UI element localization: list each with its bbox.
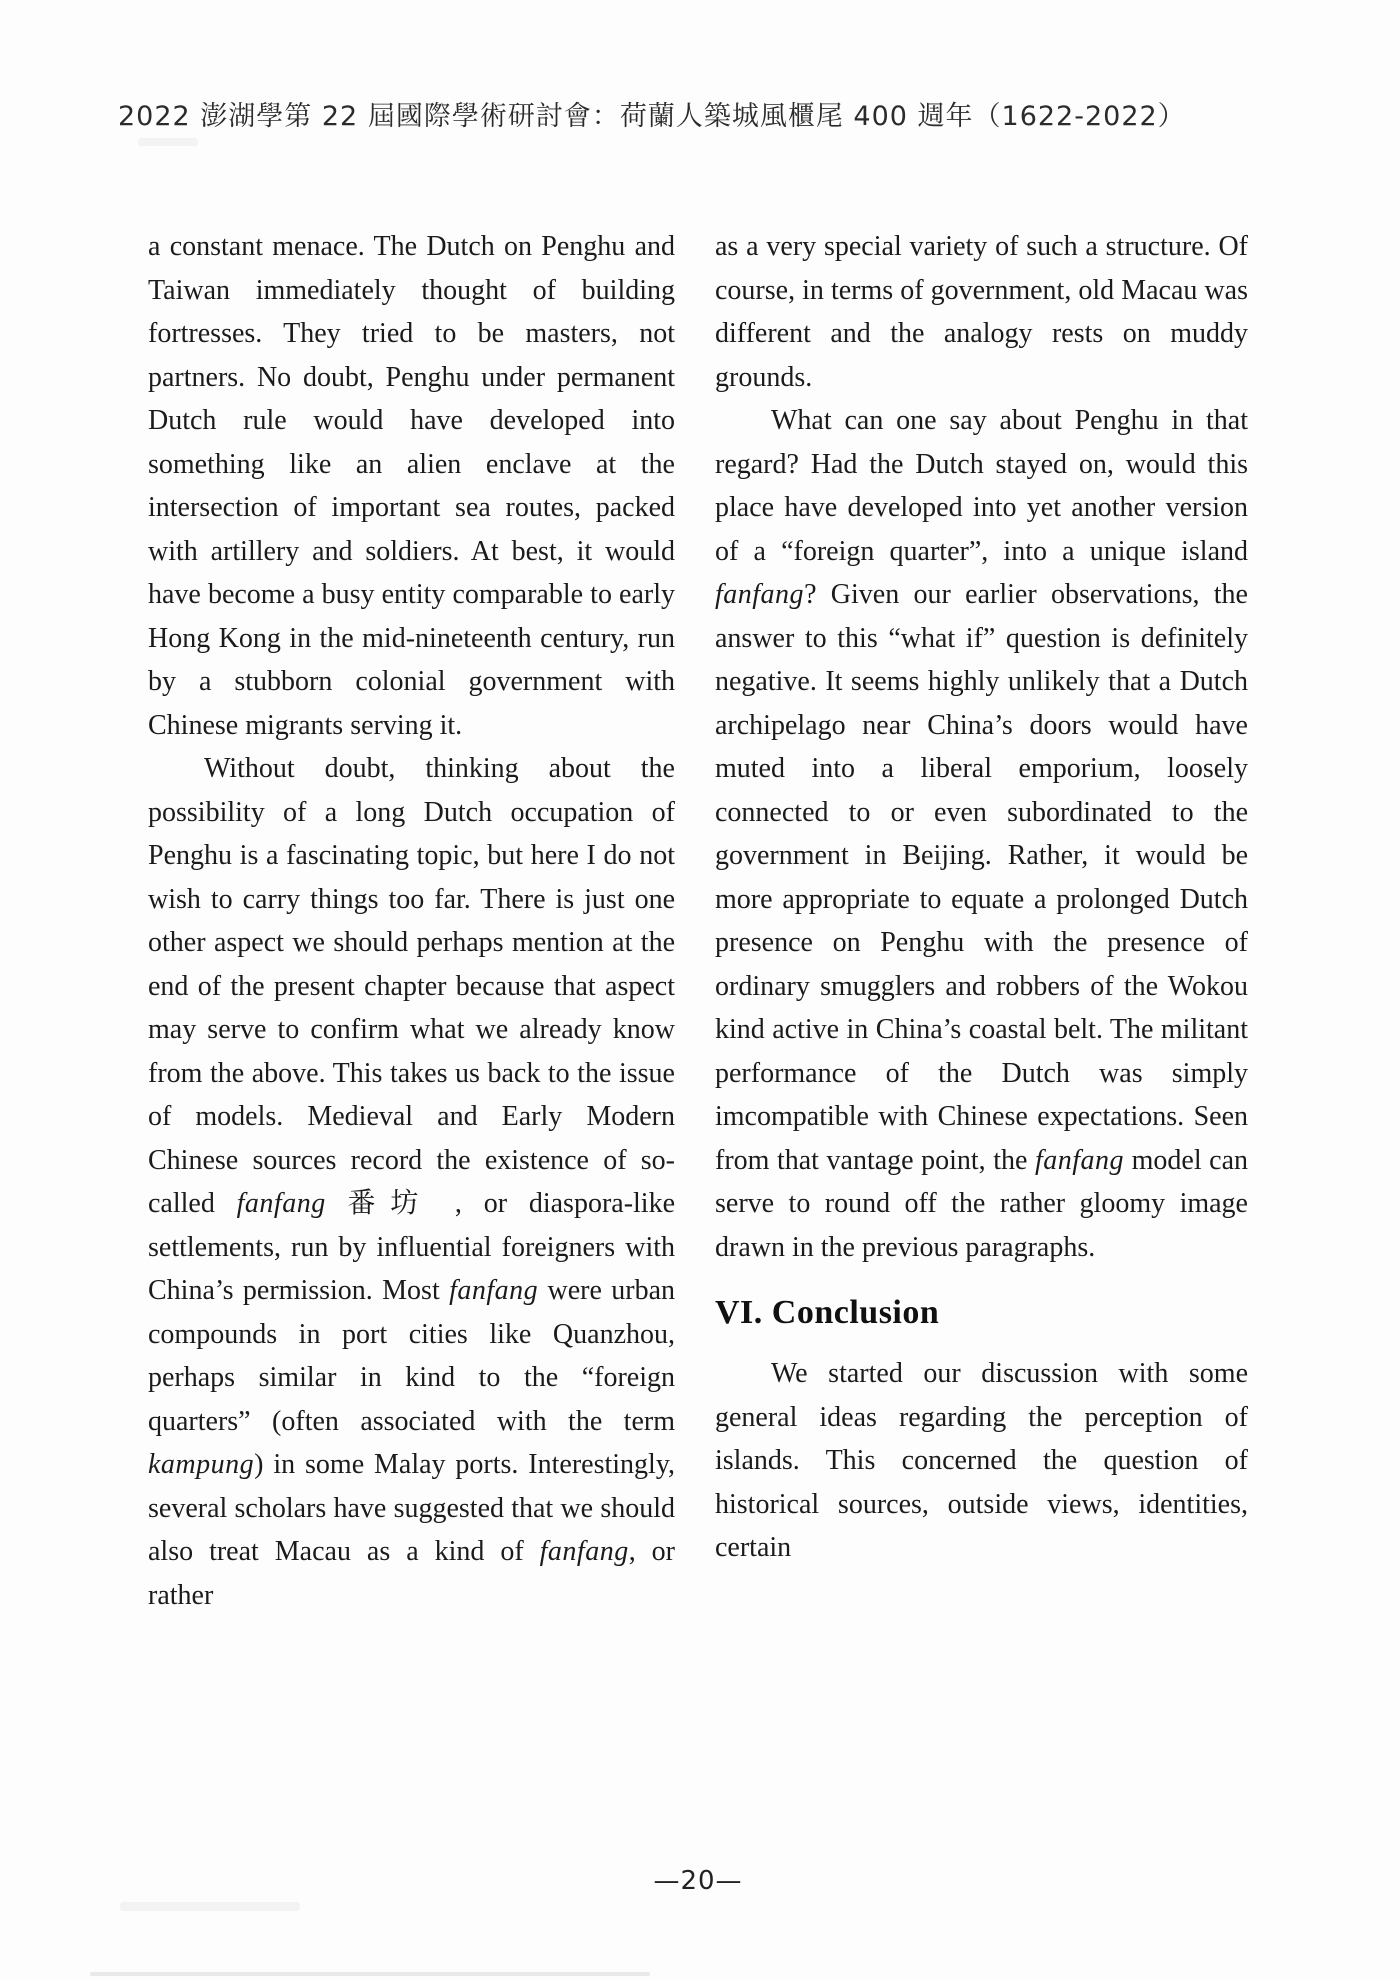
text-run: , or rather [148, 1536, 675, 1611]
text-run: ) in some Malay ports. Interestingly, several scholars have suggested that we should also treat Macau as a kind of [148, 1449, 675, 1567]
italic-term: fanfang [236, 1188, 326, 1219]
text-run: as a very special variety of such a structure. Of course, in terms of government, old Macau was different and the analogy rests on muddy grounds. [715, 231, 1248, 393]
scan-artifact [138, 138, 198, 146]
italic-term: fanfang [1035, 1144, 1125, 1176]
text-run: Without doubt, thinking about the possibility of a long Dutch occupation of Penghu is a fascinating topic, but here I do not wish to carry things too far. There is just one other aspect we should perhaps mention at the end of the present chapter because that aspect may serve to confirm what we already know from the above. This takes us back to the issue of models. Medieval and Early Modern Chinese sources record the existence of so-called [148, 753, 675, 1219]
right-column [715, 225, 1248, 1617]
scan-artifact [90, 1972, 650, 1976]
italic-term: fanfang [715, 579, 805, 610]
section-heading: VI. Conclusion [715, 1294, 940, 1331]
text-run: We started our discussion with some general ideas regarding the perception of islands. This concerned the question of historical sources, outside views, identities, certain [715, 1358, 1248, 1563]
page-number: —20— [653, 1866, 743, 1896]
paragraph [715, 399, 1248, 1269]
text-run: 番坊 , or diaspora-like settlements, run by influential foreigners with China’s permission. Most [148, 1188, 676, 1306]
left-column [148, 225, 675, 1617]
scan-artifact [120, 1902, 300, 1911]
text-run: What can one say about Penghu in that regard? Had the Dutch stayed on, would this place have developed into yet another version of a “foreign quarter”, into a unique island [715, 405, 1248, 567]
page-header: 2022 澎湖學第 22 屆國際學術研討會：荷蘭人築城風櫃尾 400 週年（1622-2022） [118, 101, 1186, 132]
text-run: a constant menace. The Dutch on Penghu and Taiwan immediately thought of building fortresses. They tried to be masters, not partners. No doubt, Penghu under permanent Dutch rule would have developed into something like an alien enclave at the intersection of important sea routes, packed with artillery and soldiers. At best, it would have become a busy entity comparable to early Hong Kong in the mid-nineteenth century, run by a stubborn colonial government with Chinese migrants serving it. [148, 231, 675, 741]
text-run: ? Given our earlier observations, the answer to this “what if” question is definitely negative. It seems highly unlikely that a Dutch archipelago near China’s doors would have muted into a liberal emporium, loosely connected to or even subordinated to the government in Beijing. Rather, it would be more appropriate to equate a prolonged Dutch presence on Penghu with the presence of ordinary smugglers and robbers of the Wokou kind active in China’s coastal belt. The militant performance of the Dutch was simply imcompatible with Chinese expectations. Seen from that vantage point, the [715, 579, 1248, 1176]
paragraph [148, 747, 675, 1617]
italic-term: kampung [148, 1449, 255, 1480]
text-run: model can serve to round off the rather gloomy image drawn in the previous paragraphs. [715, 1144, 1249, 1263]
italic-term: fanfang [539, 1536, 629, 1567]
paragraph [715, 225, 1248, 399]
paragraph [148, 225, 675, 747]
text-run: were urban compounds in port cities like Quanzhou, perhaps similar in kind to the “foreign quarters” (often associated with the term [148, 1275, 675, 1437]
italic-term: fanfang [449, 1275, 539, 1306]
paragraph [715, 1352, 1248, 1570]
text-columns [148, 225, 1248, 1617]
